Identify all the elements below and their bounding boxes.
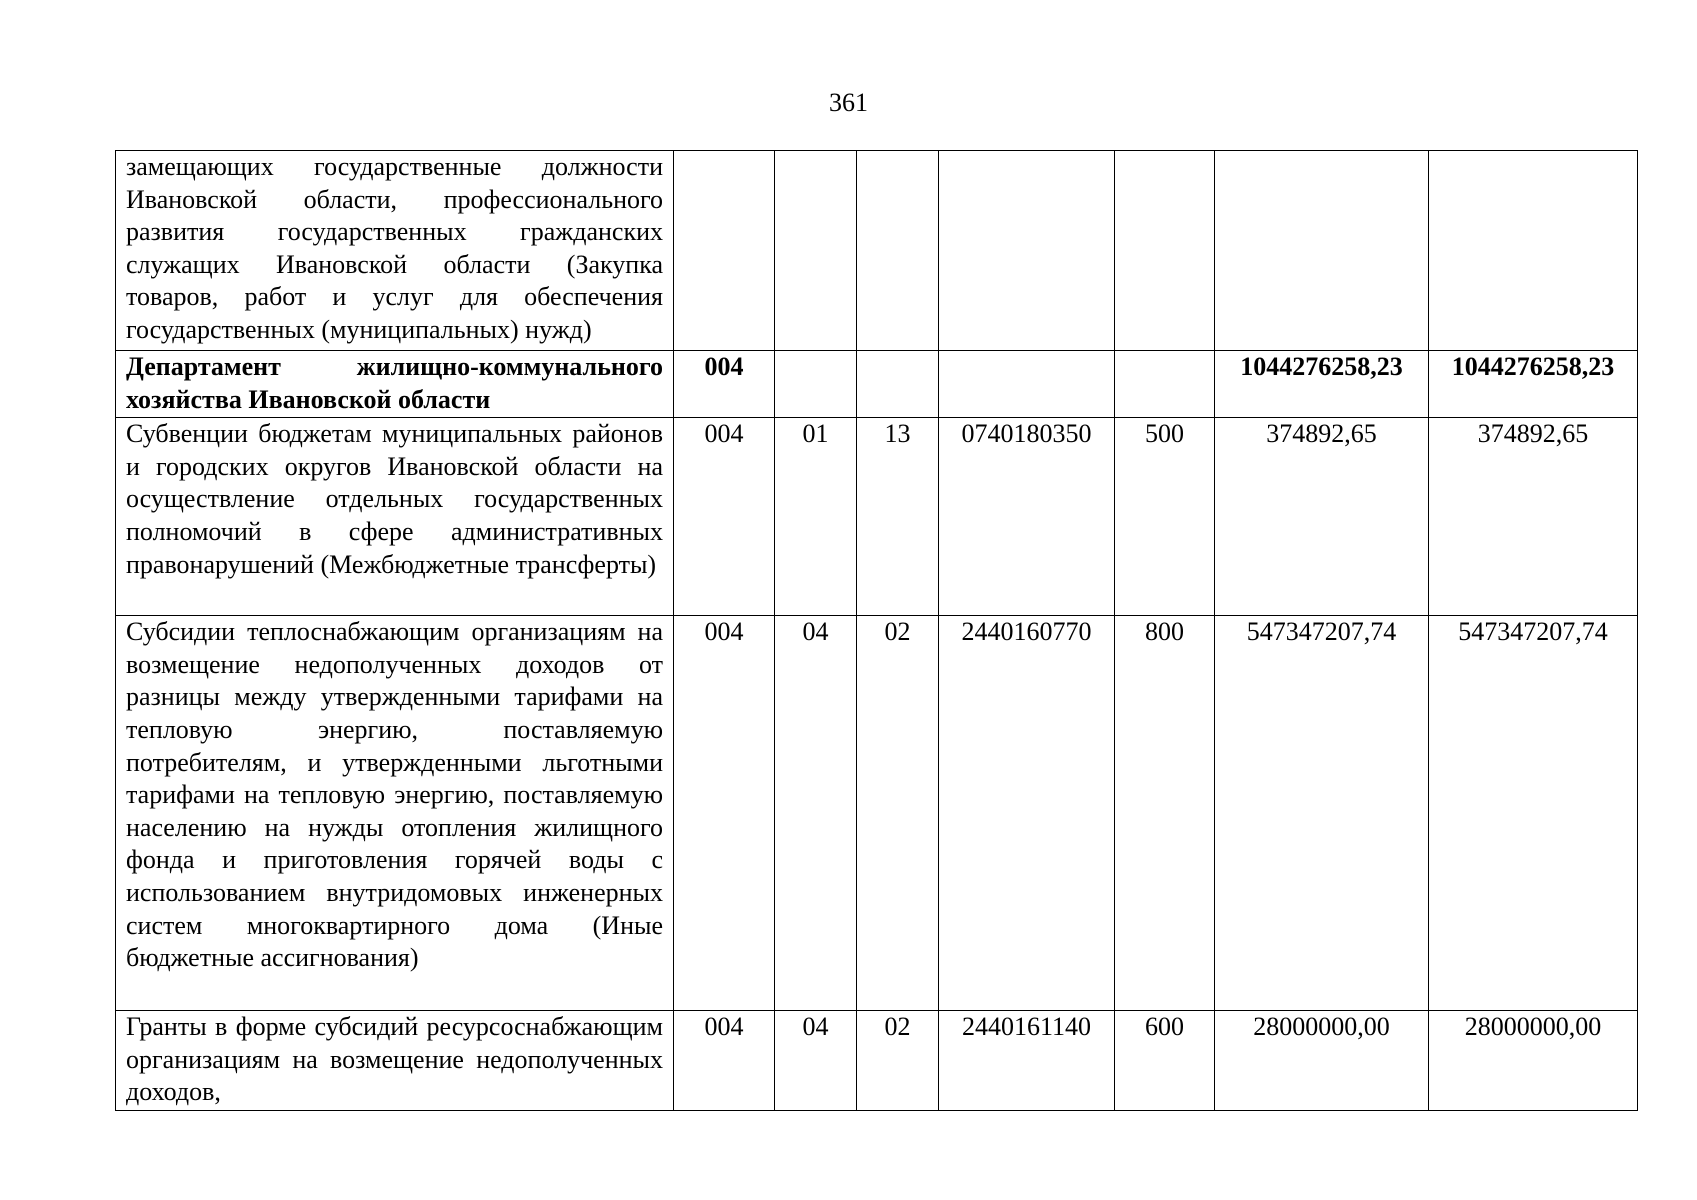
- expense-type-code: 600: [1115, 1011, 1215, 1111]
- admin-code: 004: [674, 418, 775, 616]
- table-row: [116, 616, 1638, 1011]
- target-code: 2440160770: [939, 616, 1115, 1011]
- subsection-code: [857, 351, 939, 418]
- section-code: 04: [775, 1011, 857, 1111]
- subsection-code: 02: [857, 1011, 939, 1111]
- amount-1: 28000000,00: [1215, 1011, 1429, 1111]
- expense-type-code: [1115, 151, 1215, 351]
- amount-2: 374892,65: [1429, 418, 1638, 616]
- row-description: Субвенции бюджетам муниципальных районов и городских округов Ивановской области на осуществление отдельных государственных полномочий в сфере административных правонарушений (Межбюджетные трансферты): [116, 418, 674, 616]
- section-code: 01: [775, 418, 857, 616]
- page-number: 361: [829, 88, 868, 117]
- table-row: [116, 1011, 1638, 1111]
- subsection-code: [857, 151, 939, 351]
- admin-code: 004: [674, 1011, 775, 1111]
- expense-type-code: 500: [1115, 418, 1215, 616]
- subsection-code: 13: [857, 418, 939, 616]
- row-description: замещающих государственные должности Ивановской области, профессионального развития государственных гражданских служащих Ивановской области (Закупка товаров, работ и услуг для обеспечения государственных (муниципальных) нужд): [116, 151, 674, 351]
- amount-2: 28000000,00: [1429, 1011, 1638, 1111]
- admin-code: 004: [674, 616, 775, 1011]
- amount-1: [1215, 151, 1429, 351]
- budget-table: [115, 150, 1638, 1111]
- target-code: 2440161140: [939, 1011, 1115, 1111]
- table-row: [116, 418, 1638, 616]
- row-description: Гранты в форме субсидий ресурсоснабжающим организациям на возмещение недополученных доходов,: [116, 1011, 674, 1111]
- admin-code: 004: [674, 351, 775, 418]
- row-description: Субсидии теплоснабжающим организациям на возмещение недополученных доходов от разницы между утвержденными тарифами на тепловую энергию, поставляемую потребителям, и утвержденными льготными тарифами на тепловую энергию, поставляемую населению на нужды отопления жилищного фонда и приготовления горячей воды с использованием внутридомовых инженерных систем многоквартирного дома (Иные бюджетные ассигнования): [116, 616, 674, 1011]
- expense-type-code: [1115, 351, 1215, 418]
- subsection-code: 02: [857, 616, 939, 1011]
- amount-1: 1044276258,23: [1215, 351, 1429, 418]
- target-code: 0740180350: [939, 418, 1115, 616]
- section-code: 04: [775, 616, 857, 1011]
- amount-1: 374892,65: [1215, 418, 1429, 616]
- amount-2: [1429, 151, 1638, 351]
- target-code: [939, 351, 1115, 418]
- expense-type-code: 800: [1115, 616, 1215, 1011]
- amount-1: 547347207,74: [1215, 616, 1429, 1011]
- row-description: Департамент жилищно-коммунального хозяйства Ивановской области: [116, 351, 674, 418]
- admin-code: [674, 151, 775, 351]
- amount-2: 547347207,74: [1429, 616, 1638, 1011]
- section-code: [775, 351, 857, 418]
- table-row: [116, 151, 1638, 351]
- target-code: [939, 151, 1115, 351]
- amount-2: 1044276258,23: [1429, 351, 1638, 418]
- section-code: [775, 151, 857, 351]
- table-row: [116, 351, 1638, 418]
